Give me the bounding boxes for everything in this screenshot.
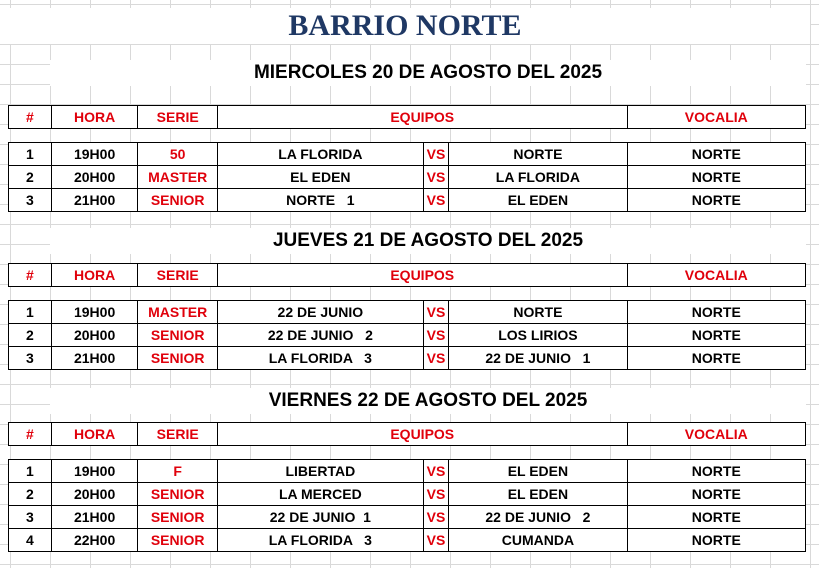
header-vocalia: VOCALIA <box>627 106 805 129</box>
schedule-table <box>8 459 806 552</box>
away-team: LA FLORIDA <box>449 166 627 189</box>
match-number: 2 <box>9 483 52 506</box>
vs-label: VS <box>423 166 448 189</box>
home-team: LA FLORIDA <box>217 143 423 166</box>
day-title: MIERCOLES 20 DE AGOSTO DEL 2025 <box>50 60 806 86</box>
home-team: EL EDEN <box>217 166 423 189</box>
match-vocalia: NORTE <box>627 483 805 506</box>
table-row <box>9 189 806 212</box>
home-team: 22 DE JUNIO 2 <box>217 324 423 347</box>
schedule-table <box>8 142 806 212</box>
away-team: 22 DE JUNIO 2 <box>449 506 627 529</box>
match-vocalia: NORTE <box>627 529 805 552</box>
match-number: 2 <box>9 166 52 189</box>
header-vocalia: VOCALIA <box>627 423 805 446</box>
match-number: 3 <box>9 347 52 370</box>
table-row <box>9 143 806 166</box>
header-num: # <box>9 106 52 129</box>
header-equipos: EQUIPOS <box>217 264 627 287</box>
home-team: LIBERTAD <box>217 460 423 483</box>
schedule-table <box>8 300 806 370</box>
day-title: VIERNES 22 DE AGOSTO DEL 2025 <box>50 388 806 414</box>
table-row <box>9 347 806 370</box>
header-hora: HORA <box>51 106 138 129</box>
match-number: 3 <box>9 189 52 212</box>
match-series: F <box>138 460 217 483</box>
home-team: LA FLORIDA 3 <box>217 529 423 552</box>
vs-label: VS <box>423 483 448 506</box>
match-vocalia: NORTE <box>627 166 805 189</box>
page-title: BARRIO NORTE <box>0 8 810 44</box>
match-number: 1 <box>9 301 52 324</box>
match-series: SENIOR <box>138 506 217 529</box>
schedule-header <box>8 263 806 287</box>
match-time: 22H00 <box>51 529 138 552</box>
match-series: MASTER <box>138 301 217 324</box>
match-number: 1 <box>9 460 52 483</box>
header-vocalia: VOCALIA <box>627 264 805 287</box>
home-team: LA FLORIDA 3 <box>217 347 423 370</box>
match-vocalia: NORTE <box>627 143 805 166</box>
match-series: SENIOR <box>138 529 217 552</box>
match-vocalia: NORTE <box>627 189 805 212</box>
header-equipos: EQUIPOS <box>217 423 627 446</box>
away-team: 22 DE JUNIO 1 <box>449 347 627 370</box>
match-series: 50 <box>138 143 217 166</box>
match-series: SENIOR <box>138 324 217 347</box>
table-row <box>9 506 806 529</box>
match-time: 19H00 <box>51 460 138 483</box>
match-number: 2 <box>9 324 52 347</box>
vs-label: VS <box>423 189 448 212</box>
home-team: LA MERCED <box>217 483 423 506</box>
away-team: CUMANDA <box>449 529 627 552</box>
match-time: 21H00 <box>51 347 138 370</box>
match-time: 20H00 <box>51 483 138 506</box>
home-team: NORTE 1 <box>217 189 423 212</box>
header-num: # <box>9 264 52 287</box>
table-row <box>9 324 806 347</box>
match-series: SENIOR <box>138 189 217 212</box>
vs-label: VS <box>423 460 448 483</box>
vs-label: VS <box>423 143 448 166</box>
match-vocalia: NORTE <box>627 506 805 529</box>
vs-label: VS <box>423 529 448 552</box>
table-row <box>9 301 806 324</box>
header-num: # <box>9 423 52 446</box>
header-hora: HORA <box>51 423 138 446</box>
match-time: 20H00 <box>51 324 138 347</box>
match-number: 1 <box>9 143 52 166</box>
away-team: NORTE <box>449 143 627 166</box>
match-number: 3 <box>9 506 52 529</box>
day-title: JUEVES 21 DE AGOSTO DEL 2025 <box>50 228 806 254</box>
table-row <box>9 460 806 483</box>
schedule-header <box>8 422 806 446</box>
vs-label: VS <box>423 347 448 370</box>
vs-label: VS <box>423 506 448 529</box>
vs-label: VS <box>423 301 448 324</box>
match-vocalia: NORTE <box>627 460 805 483</box>
away-team: NORTE <box>449 301 627 324</box>
match-time: 20H00 <box>51 166 138 189</box>
vs-label: VS <box>423 324 448 347</box>
table-row <box>9 529 806 552</box>
header-serie: SERIE <box>138 106 217 129</box>
table-row <box>9 166 806 189</box>
header-equipos: EQUIPOS <box>217 106 627 129</box>
home-team: 22 DE JUNIO <box>217 301 423 324</box>
header-hora: HORA <box>51 264 138 287</box>
schedule-header <box>8 105 806 129</box>
away-team: EL EDEN <box>449 460 627 483</box>
match-time: 19H00 <box>51 301 138 324</box>
match-vocalia: NORTE <box>627 324 805 347</box>
away-team: LOS LIRIOS <box>449 324 627 347</box>
match-time: 21H00 <box>51 189 138 212</box>
home-team: 22 DE JUNIO 1 <box>217 506 423 529</box>
match-series: MASTER <box>138 166 217 189</box>
table-row <box>9 483 806 506</box>
away-team: EL EDEN <box>449 483 627 506</box>
match-number: 4 <box>9 529 52 552</box>
header-serie: SERIE <box>138 423 217 446</box>
match-vocalia: NORTE <box>627 301 805 324</box>
match-time: 19H00 <box>51 143 138 166</box>
away-team: EL EDEN <box>449 189 627 212</box>
match-series: SENIOR <box>138 483 217 506</box>
match-series: SENIOR <box>138 347 217 370</box>
header-serie: SERIE <box>138 264 217 287</box>
match-vocalia: NORTE <box>627 347 805 370</box>
match-time: 21H00 <box>51 506 138 529</box>
